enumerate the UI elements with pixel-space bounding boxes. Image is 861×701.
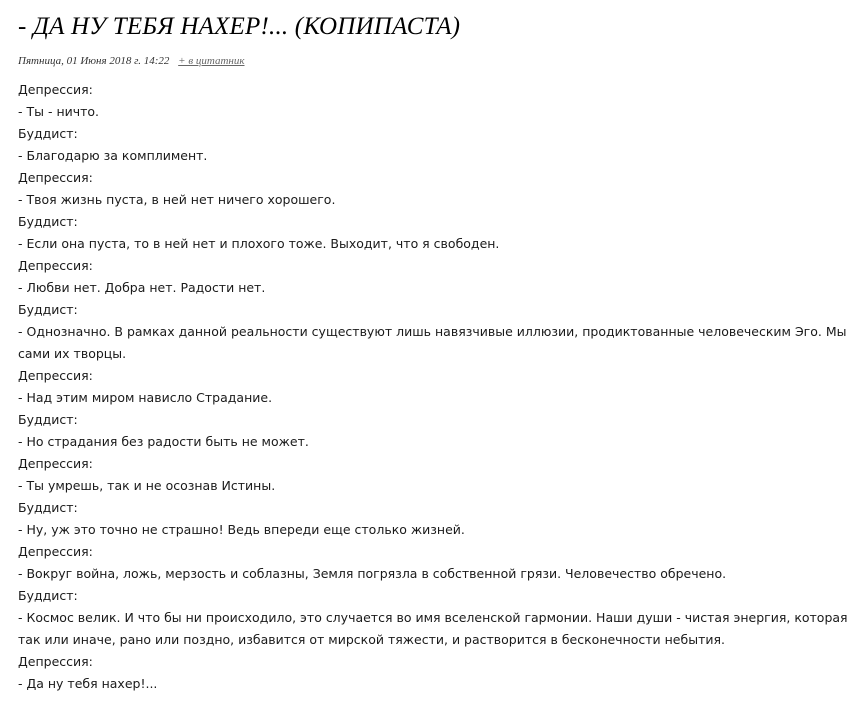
post-date: Пятница, 01 Июня 2018 г. 14:22 bbox=[18, 55, 170, 67]
dialogue-line: Депрессия: bbox=[18, 82, 93, 97]
post bbox=[18, 10, 853, 695]
dialogue-line: Депрессия: bbox=[18, 544, 93, 559]
dialogue-line: - Твоя жизнь пуста, в ней нет ничего хорошего. bbox=[18, 192, 336, 207]
dialogue-line: Буддист: bbox=[18, 126, 78, 141]
dialogue-line: Депрессия: bbox=[18, 654, 93, 669]
dialogue-line: Буддист: bbox=[18, 214, 78, 229]
dialogue-line: Депрессия: bbox=[18, 456, 93, 471]
dialogue-line: Буддист: bbox=[18, 412, 78, 427]
dialogue-line: - Но страдания без радости быть не может. bbox=[18, 434, 309, 449]
dialogue-line: - Ты умрешь, так и не осознав Истины. bbox=[18, 478, 276, 493]
dialogue-line: Депрессия: bbox=[18, 170, 93, 185]
dialogue-line: - Космос велик. И что бы ни происходило, это случается во имя вселенской гармонии. Наши души - чистая энергия, которая так или иначе, рано или поздно, избавится от мирской тяжести, и растворится в бесконечности небытия. bbox=[18, 610, 848, 647]
dialogue-line: - Благодарю за комплимент. bbox=[18, 148, 208, 163]
dialogue-line: - Однозначно. В рамках данной реальности существуют лишь навязчивые иллюзии, продиктованные человеческим Эго. Мы сами их творцы. bbox=[18, 324, 847, 361]
dialogue-line: Буддист: bbox=[18, 588, 78, 603]
dialogue-line: - Если она пуста, то в ней нет и плохого тоже. Выходит, что я свободен. bbox=[18, 236, 500, 251]
dialogue-line: - Ну, уж это точно не страшно! Ведь впереди еще столько жизней. bbox=[18, 522, 465, 537]
dialogue-line: Депрессия: bbox=[18, 368, 93, 383]
dialogue-line: Буддист: bbox=[18, 302, 78, 317]
dialogue-line: - Ты - ничто. bbox=[18, 104, 100, 119]
dialogue-line: - Над этим миром нависло Страдание. bbox=[18, 390, 273, 405]
dialogue-line: - Любви нет. Добра нет. Радости нет. bbox=[18, 280, 266, 295]
add-to-quotes-link[interactable]: + в цитатник bbox=[178, 55, 245, 67]
dialogue-line: Буддист: bbox=[18, 500, 78, 515]
dialogue-line: Депрессия: bbox=[18, 258, 93, 273]
post-meta bbox=[18, 53, 853, 69]
dialogue-line: - Да ну тебя нахер!... bbox=[18, 676, 158, 691]
post-title: - ДА НУ ТЕБЯ НАХЕР!... (КОПИПАСТА) bbox=[18, 13, 461, 40]
dialogue-line: - Вокруг война, ложь, мерзость и соблазны, Земля погрязла в собственной грязи. Человечество обречено. bbox=[18, 566, 727, 581]
post-body bbox=[18, 79, 853, 695]
